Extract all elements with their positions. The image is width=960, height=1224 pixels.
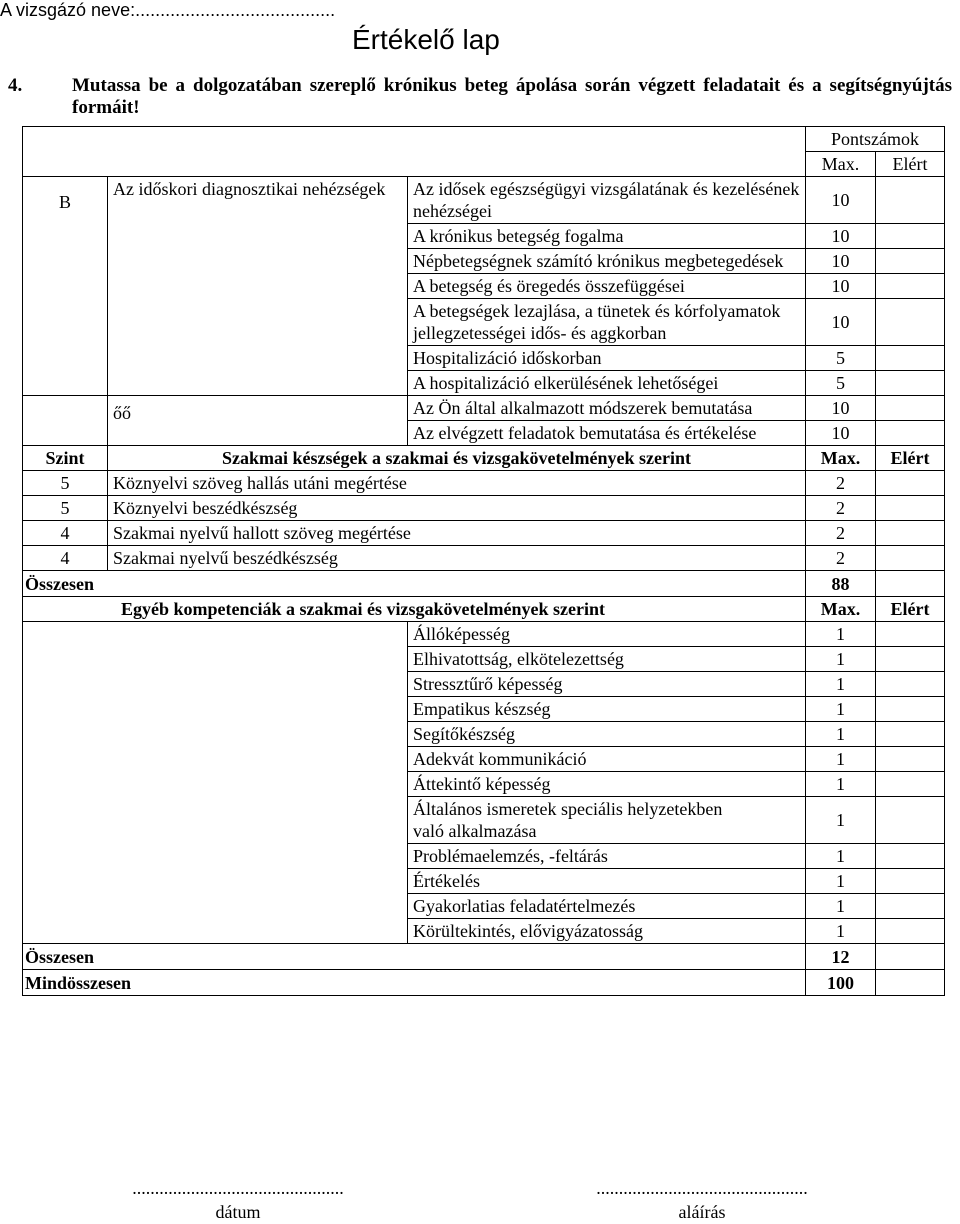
skill-item: Szakmai nyelvű hallott szöveg megértése [108,521,806,546]
achieved-score-field[interactable] [876,772,945,797]
content-item: A betegségek lezajlása, a tünetek és kórfolyamatok jellegzetességei idős- és aggkorban [408,299,806,346]
competence-item: Áttekintő képesség [408,772,806,797]
skills-total-label: Összesen [23,571,806,597]
grand-total-value: 100 [806,970,876,996]
max-score: 2 [806,471,876,496]
skill-level: 5 [23,496,108,521]
max-score: 10 [806,177,876,224]
achieved-total-field[interactable] [876,571,945,597]
achieved-score-field[interactable] [876,622,945,647]
competence-item: Empatikus készség [408,697,806,722]
competence-total-label: Összesen [23,944,806,970]
content-item: Az elvégzett feladatok bemutatása és értékelése [408,421,806,446]
competence-header-row [23,597,945,622]
points-header: Pontszámok [806,127,945,152]
competence-title: Egyéb kompetenciák a szakmai és vizsgakövetelmények szerint [23,597,806,622]
achieved-score-field[interactable] [876,299,945,346]
competence-item: Stressztűrő képesség [408,672,806,697]
competence-total-value: 12 [806,944,876,970]
achieved-score-field[interactable] [876,421,945,446]
max-header: Max. [806,597,876,622]
skill-item: Szakmai nyelvű beszédkészség [108,546,806,571]
signature-block [552,1176,852,1224]
achieved-header: Elért [876,152,945,177]
skills-title: Szakmai készségek a szakmai és vizsgakövetelmények szerint [108,446,806,471]
skill-row [23,471,945,496]
competence-item: Gyakorlatias feladatértelmezés [408,894,806,919]
achieved-score-field[interactable] [876,672,945,697]
skill-row [23,521,945,546]
achieved-score-field[interactable] [876,274,945,299]
achieved-score-field[interactable] [876,177,945,224]
achieved-score-field[interactable] [876,546,945,571]
max-score: 5 [806,371,876,396]
competence-item: Problémaelemzés, -feltárás [408,844,806,869]
topic-cell: őő [108,396,408,446]
content-item: A betegség és öregedés összefüggései [408,274,806,299]
max-header: Max. [806,446,876,471]
max-score: 10 [806,421,876,446]
skills-total-row [23,571,945,597]
max-score: 2 [806,496,876,521]
date-signature-block [88,1176,388,1224]
max-score: 1 [806,622,876,647]
page-title: Értékelő lap [352,24,500,55]
max-score: 1 [806,747,876,772]
achieved-score-field[interactable] [876,371,945,396]
max-score: 10 [806,274,876,299]
skill-level: 4 [23,546,108,571]
max-score: 1 [806,869,876,894]
content-item: Az Ön által alkalmazott módszerek bemutatása [408,396,806,421]
achieved-score-field[interactable] [876,697,945,722]
achieved-score-field[interactable] [876,496,945,521]
achieved-score-field[interactable] [876,396,945,421]
achieved-score-field[interactable] [876,869,945,894]
content-item: Népbetegségnek számító krónikus megbetegedések [408,249,806,274]
competence-item: Adekvát kommunikáció [408,747,806,772]
skills-total-value: 88 [806,571,876,597]
max-achieved-header-row [23,152,945,177]
max-score: 10 [806,396,876,421]
achieved-score-field[interactable] [876,521,945,546]
competence-item: Körültekintés, elővigyázatosság [408,919,806,944]
achieved-header: Elért [876,597,945,622]
max-score: 1 [806,647,876,672]
max-score: 1 [806,772,876,797]
skill-level: 4 [23,521,108,546]
achieved-score-field[interactable] [876,844,945,869]
max-score: 10 [806,249,876,274]
date-label: dátum [215,1202,261,1222]
max-score: 1 [806,797,876,844]
achieved-score-field[interactable] [876,919,945,944]
max-score: 1 [806,844,876,869]
content-item: A hospitalizáció elkerülésének lehetőségei [408,371,806,396]
content-item: Az idősek egészségügyi vizsgálatának és kezelésének nehézségei [408,177,806,224]
grand-total-label: Mindösszesen [23,970,806,996]
skill-row [23,496,945,521]
max-header: Max. [806,152,876,177]
date-dots: ............................................... [132,1178,344,1198]
max-score: 2 [806,546,876,571]
max-score: 1 [806,919,876,944]
max-score: 10 [806,224,876,249]
achieved-score-field[interactable] [876,224,945,249]
examinee-name-label: A vizsgázó neve:........................................ [0,0,336,20]
max-score: 1 [806,672,876,697]
achieved-score-field[interactable] [876,471,945,496]
grand-total-row [23,970,945,996]
competence-item: Állóképesség [408,622,806,647]
max-score: 1 [806,894,876,919]
achieved-score-field[interactable] [876,249,945,274]
competence-row [23,622,945,647]
achieved-score-field[interactable] [876,797,945,844]
max-score: 1 [806,722,876,747]
max-score: 5 [806,346,876,371]
skill-item: Köznyelvi szöveg hallás utáni megértése [108,471,806,496]
competence-total-row [23,944,945,970]
achieved-score-field[interactable] [876,747,945,772]
competence-item: Értékelés [408,869,806,894]
achieved-grand-total-field[interactable] [876,970,945,996]
topic-cell: Az időskori diagnosztikai nehézségek [108,177,408,396]
content-row [23,177,945,224]
achieved-score-field[interactable] [876,894,945,919]
max-score: 10 [806,299,876,346]
level-header: Szint [23,446,108,471]
signature-dots: ............................................... [596,1178,808,1198]
max-score: 1 [806,697,876,722]
content-row [23,396,945,421]
level-cell: B [23,177,108,396]
signature-label: aláírás [678,1202,726,1222]
max-score: 2 [806,521,876,546]
achieved-score-field[interactable] [876,722,945,747]
question-text: Mutassa be a dolgozatában szereplő krónikus beteg ápolása során végzett feladatait és a segítségnyújtás formáit! [72,75,952,118]
achieved-score-field[interactable] [876,346,945,371]
skills-header-row [23,446,945,471]
evaluation-table [22,126,945,996]
achieved-score-field[interactable] [876,647,945,672]
competence-item: Általános ismeretek speciális helyzetekben való alkalmazása [408,797,806,844]
points-header-row [23,127,945,152]
question-number: 4. [8,75,23,96]
skill-row [23,546,945,571]
competence-item: Segítőkészség [408,722,806,747]
achieved-header: Elért [876,446,945,471]
skill-level: 5 [23,471,108,496]
content-item: A krónikus betegség fogalma [408,224,806,249]
competence-item: Elhivatottság, elkötelezettség [408,647,806,672]
achieved-total-field[interactable] [876,944,945,970]
content-item: Hospitalizáció időskorban [408,346,806,371]
skill-item: Köznyelvi beszédkészség [108,496,806,521]
